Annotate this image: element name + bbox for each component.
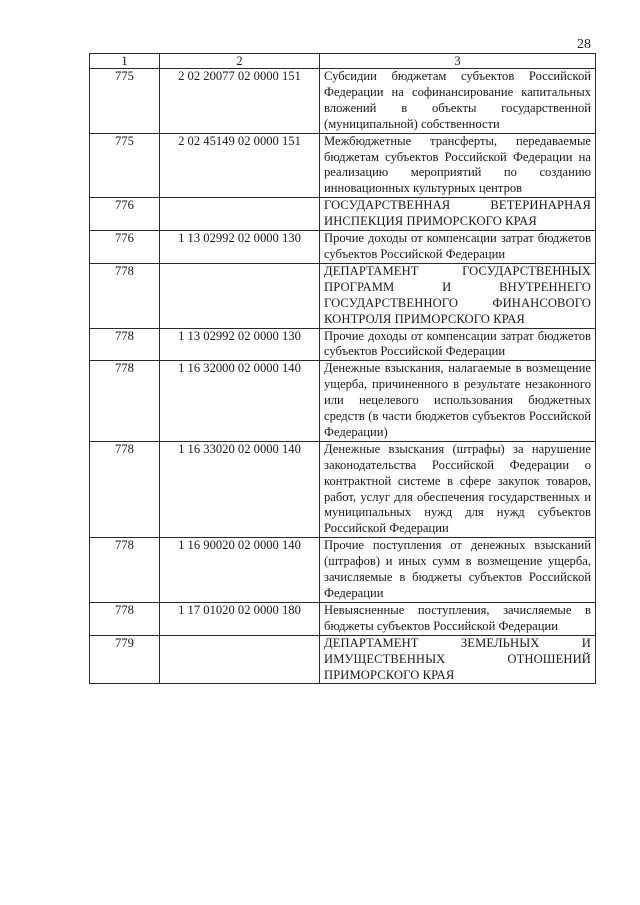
table-row xyxy=(90,69,596,134)
income-code-cell: 1 16 33020 02 0000 140 xyxy=(160,441,320,537)
income-name-cell: Денежные взыскания, налагаемые в возмещение ущерба, причиненного в результате незаконного или нецелевого использования бюджетных средств (в части бюджетов субъектов Российской Федерации) xyxy=(320,361,596,442)
department-name-cell: ГОСУДАРСТВЕННАЯ ВЕТЕРИНАРНАЯ ИНСПЕКЦИЯ ПРИМОРСКОГО КРАЯ xyxy=(320,198,596,231)
header-col-2: 2 xyxy=(160,54,320,69)
page-number: 28 xyxy=(577,37,591,52)
admin-code-cell: 778 xyxy=(90,538,160,603)
table-header-row xyxy=(90,54,596,69)
admin-code-cell: 775 xyxy=(90,133,160,198)
table-row xyxy=(90,602,596,635)
budget-classification-table xyxy=(89,53,596,684)
department-name-cell: ДЕПАРТАМЕНТ ГОСУДАРСТВЕННЫХ ПРОГРАММ И ВНУТРЕННЕГО ГОСУДАРСТВЕННОГО ФИНАНСОВОГО КОНТРОЛЯ ПРИМОРСКОГО КРАЯ xyxy=(320,263,596,328)
admin-code-cell: 778 xyxy=(90,361,160,442)
header-col-3: 3 xyxy=(320,54,596,69)
header-col-1: 1 xyxy=(90,54,160,69)
admin-code-cell: 779 xyxy=(90,635,160,684)
income-code-cell: 1 13 02992 02 0000 130 xyxy=(160,328,320,361)
admin-code-cell: 778 xyxy=(90,328,160,361)
income-code-cell xyxy=(160,635,320,684)
income-name-cell: Денежные взыскания (штрафы) за нарушение законодательства Российской Федерации о контрактной системе в сфере закупок товаров, работ, услуг для обеспечения государственных и муниципальных нужд для нужд субъектов Российской Федерации xyxy=(320,441,596,537)
income-code-cell xyxy=(160,198,320,231)
income-name-cell: Прочие доходы от компенсации затрат бюджетов субъектов Российской Федерации xyxy=(320,328,596,361)
table-row xyxy=(90,198,596,231)
income-name-cell: Межбюджетные трансферты, передаваемые бюджетам субъектов Российской Федерации на реализацию мероприятий по созданию инновационных культурных центров xyxy=(320,133,596,198)
income-code-cell: 1 17 01020 02 0000 180 xyxy=(160,602,320,635)
income-code-cell: 1 16 32000 02 0000 140 xyxy=(160,361,320,442)
admin-code-cell: 776 xyxy=(90,198,160,231)
admin-code-cell: 778 xyxy=(90,602,160,635)
income-code-cell: 1 13 02992 02 0000 130 xyxy=(160,231,320,264)
income-code-cell: 2 02 45149 02 0000 151 xyxy=(160,133,320,198)
admin-code-cell: 775 xyxy=(90,69,160,134)
table-row xyxy=(90,361,596,442)
table-row xyxy=(90,231,596,264)
department-name-cell: ДЕПАРТАМЕНТ ЗЕМЕЛЬНЫХ И ИМУЩЕСТВЕННЫХ ОТНОШЕНИЙ ПРИМОРСКОГО КРАЯ xyxy=(320,635,596,684)
admin-code-cell: 776 xyxy=(90,231,160,264)
income-code-cell: 2 02 20077 02 0000 151 xyxy=(160,69,320,134)
table-row xyxy=(90,635,596,684)
income-name-cell: Прочие доходы от компенсации затрат бюджетов субъектов Российской Федерации xyxy=(320,231,596,264)
admin-code-cell: 778 xyxy=(90,441,160,537)
income-name-cell: Субсидии бюджетам субъектов Российской Федерации на софинансирование капитальных вложений в объекты государственной (муниципальной) собственности xyxy=(320,69,596,134)
table-row xyxy=(90,538,596,603)
income-code-cell xyxy=(160,263,320,328)
table-row xyxy=(90,328,596,361)
income-name-cell: Прочие поступления от денежных взысканий (штрафов) и иных сумм в возмещение ущерба, зачисляемые в бюджеты субъектов Российской Федерации xyxy=(320,538,596,603)
income-code-cell: 1 16 90020 02 0000 140 xyxy=(160,538,320,603)
table-row xyxy=(90,441,596,537)
table-row xyxy=(90,263,596,328)
table-row xyxy=(90,133,596,198)
income-name-cell: Невыясненные поступления, зачисляемые в бюджеты субъектов Российской Федерации xyxy=(320,602,596,635)
admin-code-cell: 778 xyxy=(90,263,160,328)
